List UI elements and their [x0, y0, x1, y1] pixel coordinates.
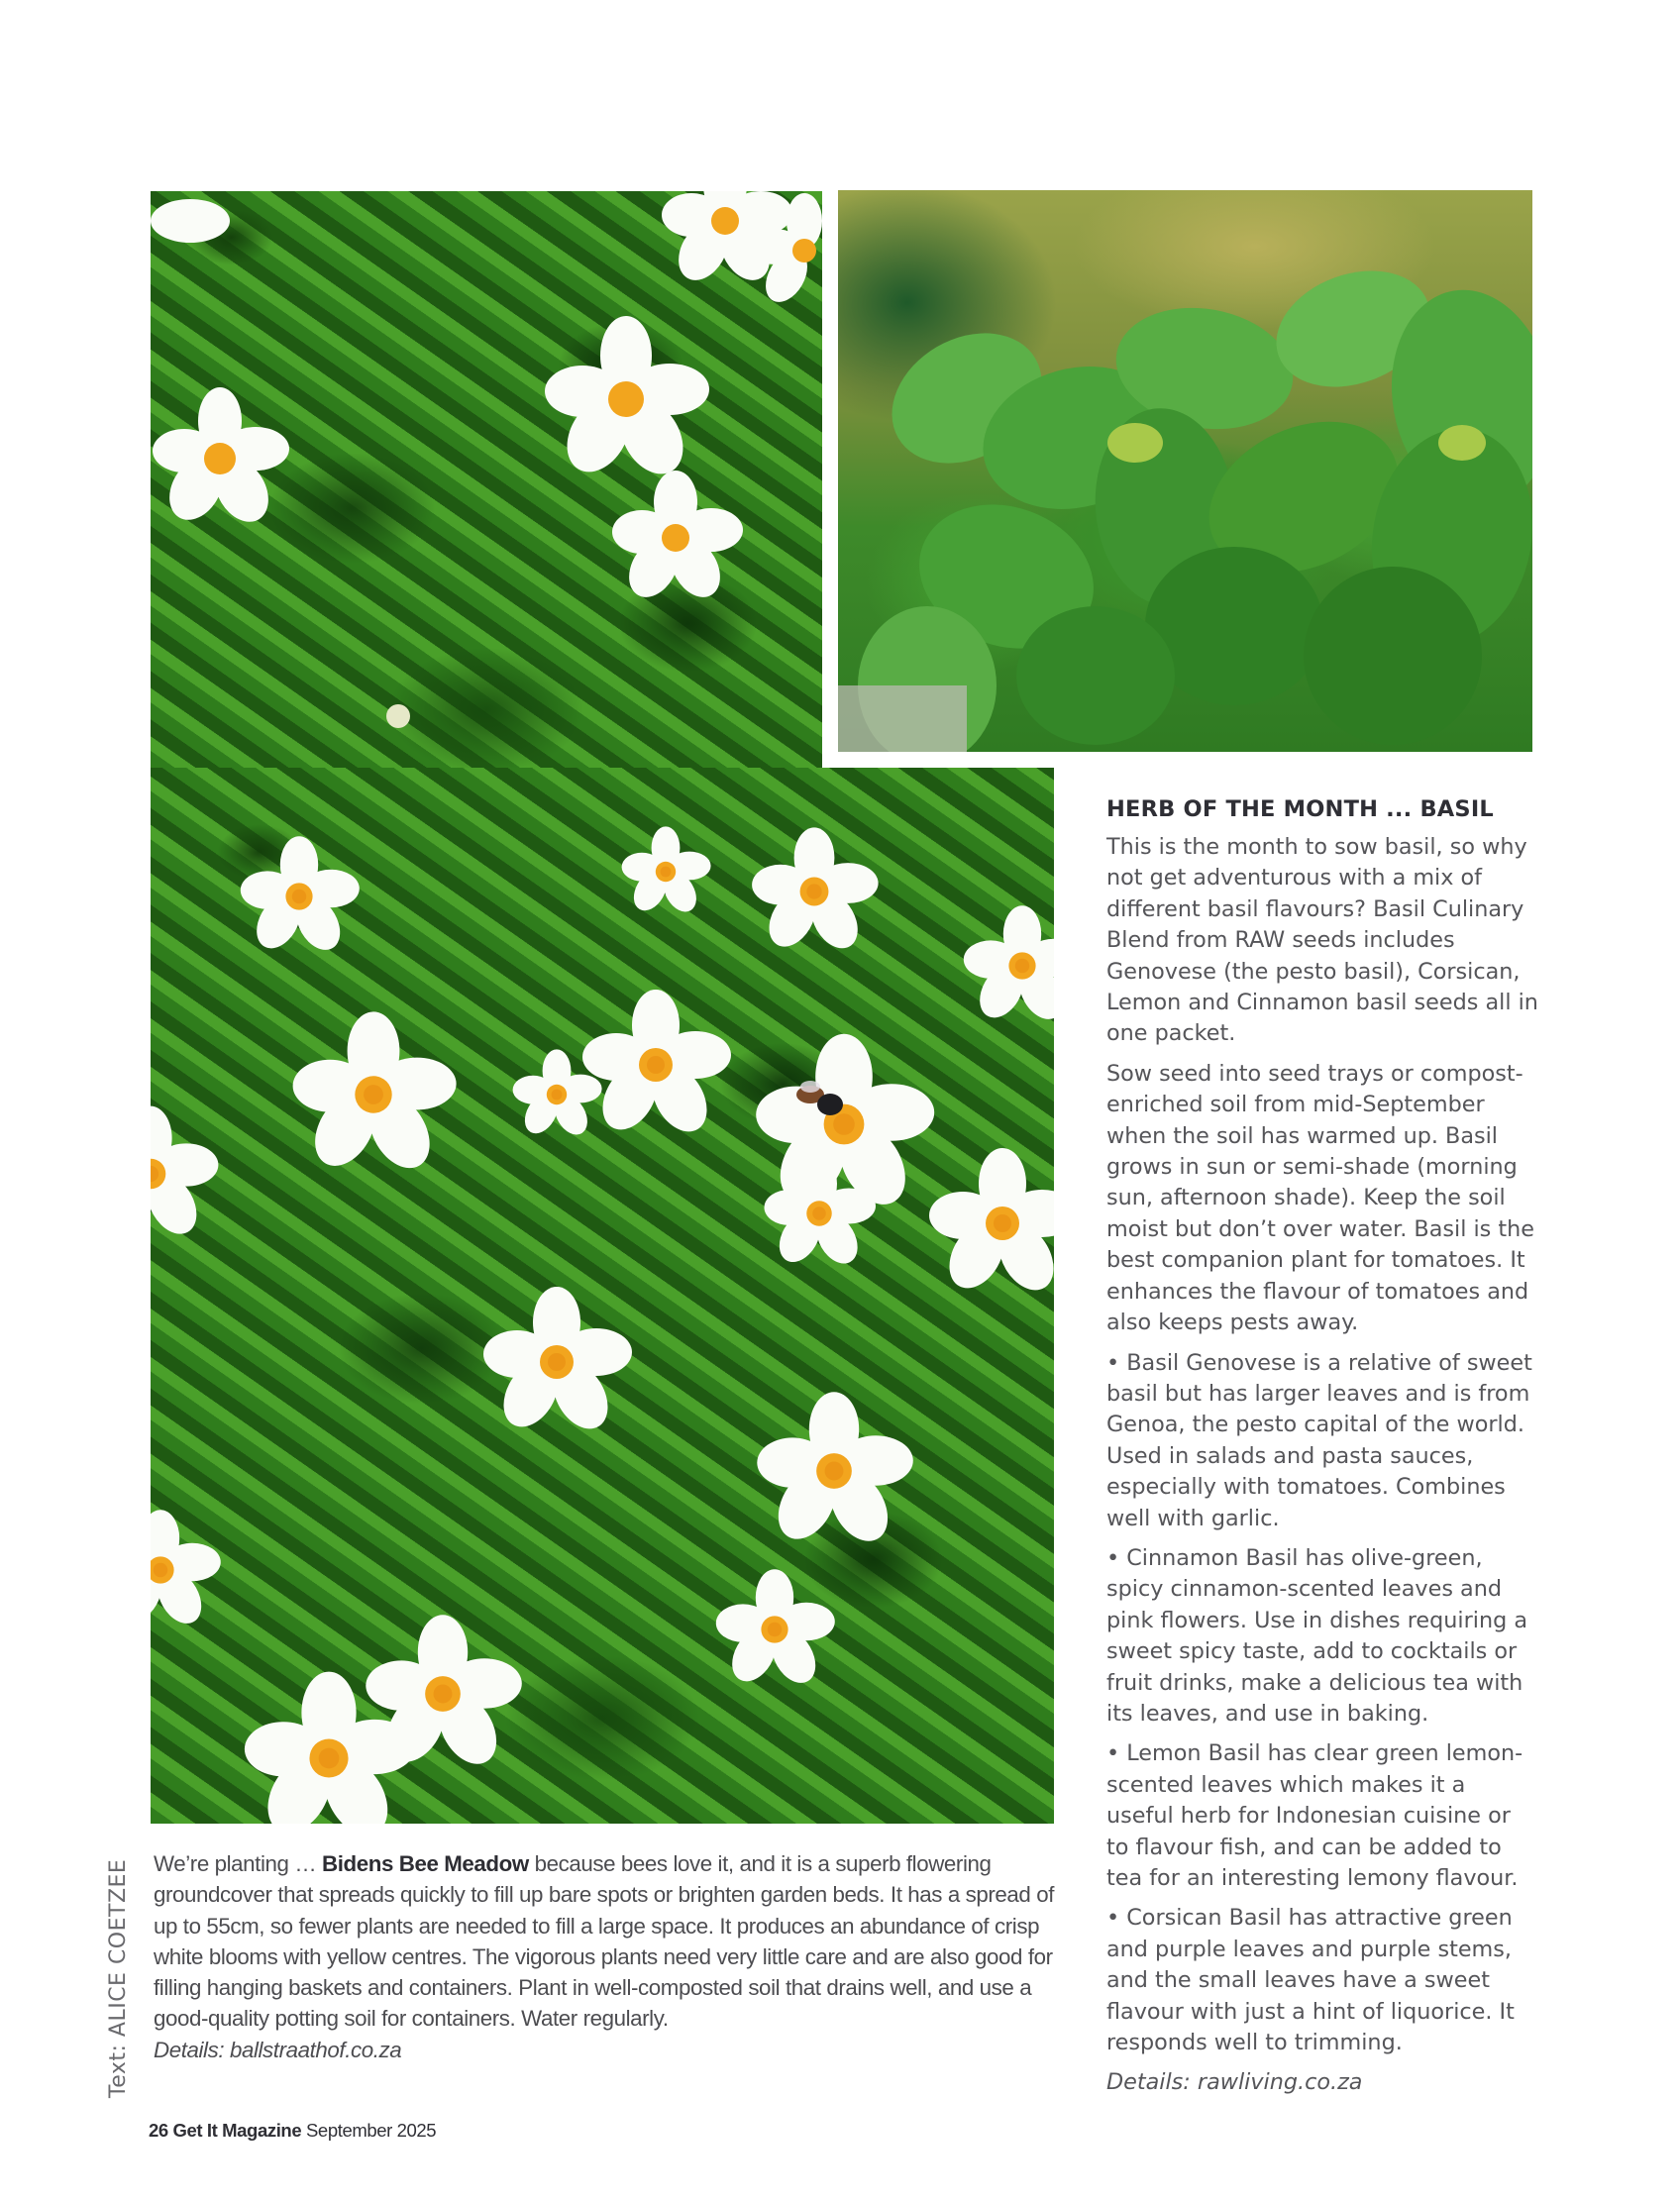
flowers-photo-bottom — [151, 768, 1054, 1824]
herb-heading: HERB OF THE MONTH ... BASIL — [1106, 796, 1494, 822]
page-number: 26 — [149, 2120, 168, 2141]
herb-of-month-column — [1106, 792, 1538, 2108]
herb-paragraph: Sow seed into seed trays or compost-enriched soil from mid-September when the soil has warmed up. Basil grows in sun or semi-shade (morning sun, afternoon shade). Keep the soil moist but don’t over water. Basil is the best companion plant for tomatoes. It enhances the flavour of tomatoes and also keeps pests away. — [1106, 1060, 1534, 1336]
herb-paragraph: This is the month to sow basil, so why not get adventurous with a mix of different basil flavours? Basil Culinary Blend from RAW seeds includes Genovese (the pesto basil), Corsican, Lemon and Cinnamon basil seeds all in one packet. — [1106, 834, 1538, 1047]
flower-blooms — [151, 191, 822, 768]
basil-photo — [838, 190, 1532, 752]
author-credit: Text: ALICE COETZEE — [106, 1858, 131, 2098]
flowers-photo-top — [151, 191, 822, 768]
basil-leaves — [838, 190, 1532, 752]
herb-bullet-corsican: • Corsican Basil has attractive green and purple leaves and purple stems, and the small leaves have a sweet flavour with just a hint of liquorice. It responds well to trimming. — [1106, 1905, 1515, 2056]
page-footer — [149, 2120, 436, 2142]
planting-body: because bees love it, and it is a superb flowering groundcover that spreads quickly to fill up bare spots or brighten garden beds. It has a spread of up to 55cm, so fewer plants are needed to fill a large space. It produces an abundance of crisp white blooms with yellow centres. The vigorous plants need very little care and are also good for filling hanging baskets and containers. Plant in well-composted soil that drains well, and use a good-quality potting soil for containers. Water regularly. — [154, 1851, 1054, 2032]
issue-date: September 2025 — [305, 2120, 437, 2141]
herb-bullet-cinnamon: • Cinnamon Basil has olive-green, spicy cinnamon-scented leaves and pink flowers. Use in dishes requiring a sweet spicy taste, add to cocktails or fruit drinks, make a delicious tea with its leaves, and use in baking. — [1106, 1544, 1528, 1727]
herb-bullet-genovese: • Basil Genovese is a relative of sweet basil but has larger leaves and is from Genoa, the pesto capital of the world. Used in salads and pasta sauces, especially with tomatoes. Combines well with garlic. — [1106, 1349, 1532, 1531]
herb-details-link[interactable]: Details: rawliving.co.za — [1106, 2069, 1363, 2096]
plant-name: Bidens Bee Meadow — [322, 1851, 529, 1876]
magazine-name: Get It Magazine — [172, 2120, 302, 2141]
flower-blooms — [151, 768, 1054, 1824]
planting-intro: We’re planting … — [154, 1851, 323, 1876]
planting-details-link[interactable]: Details: ballstraathof.co.za — [154, 2037, 402, 2062]
herb-bullet-lemon: • Lemon Basil has clear green lemon-scented leaves which makes it a useful herb for Indonesian cuisine or to flavour fish, and can be added to tea for an interesting lemony flavour. — [1106, 1740, 1523, 1891]
planting-caption — [154, 1848, 1055, 2065]
